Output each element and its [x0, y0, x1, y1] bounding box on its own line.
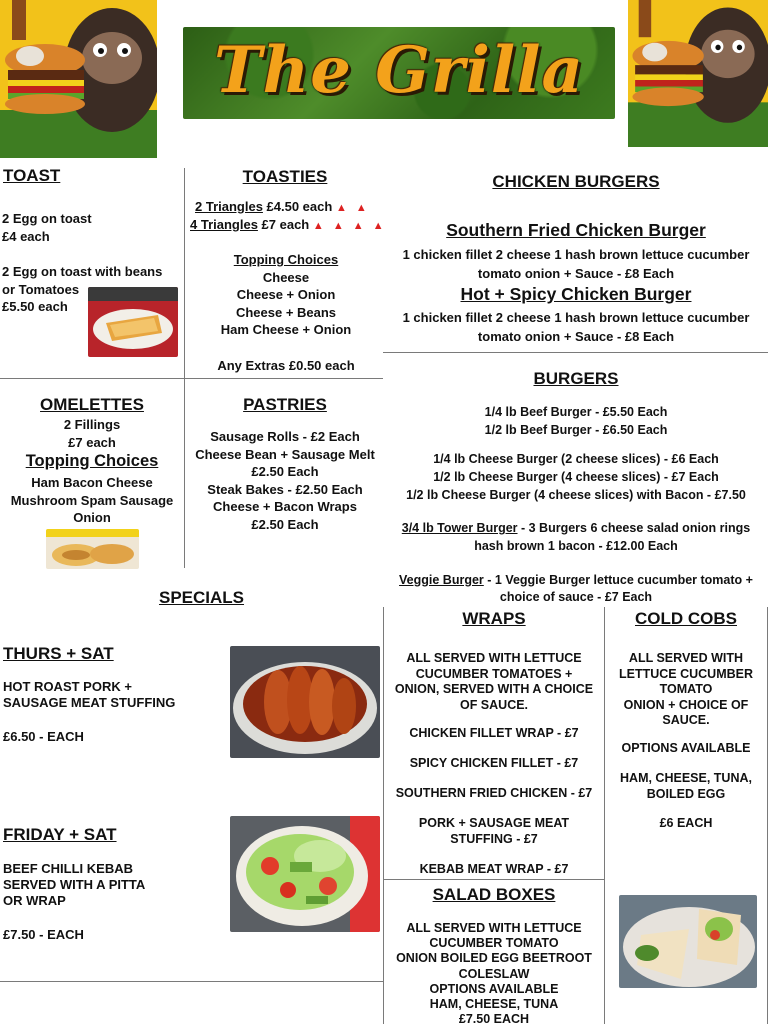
option-price: £7 each [257, 217, 310, 232]
veggie-burger [384, 572, 768, 606]
omelettes-heading: OMELETTES [40, 395, 144, 414]
toasties-row-2-triangles [195, 198, 370, 218]
tower-burger [384, 520, 768, 555]
topping-item: Cheese + Beans [235, 304, 337, 320]
menu-item-description [384, 308, 768, 346]
triangle-icon: ▲ ▲ [335, 202, 370, 214]
menu-item-name: Veggie Burger [399, 573, 484, 587]
menu-item: 1/4 lb Cheese Burger (2 cheese slices) - £6 Each [433, 452, 719, 466]
option-label: 2 Triangles [195, 199, 263, 214]
description-line: OF SAUCE. [459, 697, 529, 712]
topping-heading: Topping Choices [25, 452, 159, 470]
description-line: SERVED WITH A PITTA [3, 877, 146, 892]
menu-item-price: £2.50 Each [251, 516, 319, 532]
menu-item-name: 2 Fillings [63, 417, 121, 432]
cold-cobs-price: £6 EACH [659, 816, 713, 830]
description-line: CUCUMBER TOMATO [429, 936, 559, 951]
menu-item-price: £7 each [68, 434, 116, 450]
toast-item-1 [2, 210, 92, 245]
chicken-burgers-heading: CHICKEN BURGERS [492, 172, 660, 191]
option-price: £4.50 each [262, 199, 333, 214]
toasties-heading: TOASTIES [242, 167, 328, 186]
cold-cobs-options: OPTIONS AVAILABLE [621, 741, 751, 755]
topping-item: Ham Cheese + Onion [220, 322, 352, 337]
description-line: OPTIONS AVAILABLE [429, 981, 559, 996]
menu-item-description: choice of sauce - £7 Each [499, 590, 653, 604]
special-1-price: £6.50 - EACH [3, 729, 84, 744]
toast-photo [88, 287, 178, 357]
description-line: HAM, CHEESE, TUNA [429, 997, 559, 1012]
toasties-extras: Any Extras £0.50 each [217, 358, 355, 373]
menu-item: Cheese Bean + Sausage Melt [195, 446, 375, 462]
roast-pork-photo [230, 646, 380, 758]
mascot-right-image [628, 0, 768, 147]
option-label: 4 Triangles [190, 217, 258, 232]
special-2-description [3, 861, 145, 909]
wraps-heading: WRAPS [462, 609, 526, 628]
salad-boxes-heading: SALAD BOXES [432, 885, 556, 904]
menu-item-name: Southern Fried Chicken Burger [446, 220, 706, 240]
special-2-days: FRIDAY + SAT [3, 825, 117, 844]
wrap-photo [619, 895, 757, 988]
cold-cobs-intro [605, 651, 767, 729]
pastries-heading: PASTRIES [243, 395, 327, 414]
brand-banner [183, 27, 615, 119]
special-1-description [3, 679, 175, 711]
description-line: SAUSAGE MEAT STUFFING [3, 695, 176, 710]
menu-item: SPICY CHICKEN FILLET - £7 [409, 756, 579, 770]
menu-item: Sausage Rolls - £2 Each [210, 429, 360, 444]
divider [383, 352, 768, 353]
chilli-kebab-photo [230, 816, 380, 932]
menu-item: CHICKEN FILLET WRAP - £7 [409, 726, 579, 740]
description-line: ALL SERVED WITH LETTUCE [406, 921, 582, 935]
topping-item: Mushroom Spam Sausage [10, 492, 174, 508]
description-line: BOILED EGG [646, 786, 726, 801]
menu-item-description: - 3 Burgers 6 cheese salad onion rings [517, 521, 751, 535]
description-line: tomato onion + Sauce - £8 Each [477, 329, 675, 344]
burgers-heading: BURGERS [533, 369, 619, 388]
menu-item-name: 2 Egg on toast with beans [2, 264, 163, 279]
menu-item: SOUTHERN FRIED CHICKEN - £7 [395, 786, 593, 800]
toasties-row-4-triangles [190, 216, 387, 236]
description-line: HAM, CHEESE, TUNA, [620, 771, 752, 785]
brand-title: The Grilla [214, 33, 584, 108]
description-line: BEEF CHILLI KEBAB [3, 861, 133, 876]
description-line: ALL SERVED WITH [628, 651, 744, 665]
description-line: CUCUMBER TOMATOES + [415, 666, 573, 681]
description-line: TOMATO [659, 682, 713, 696]
cold-cobs-fillings [605, 771, 767, 802]
salad-boxes-details [384, 921, 604, 1027]
description-line: OR WRAP [3, 893, 66, 908]
description-line: ONION BOILED EGG BEETROOT [396, 951, 592, 966]
omelettes-toppings [0, 474, 184, 527]
menu-item: Cheese + Bacon Wraps [213, 499, 357, 514]
menu-item-description: hash brown 1 bacon - £12.00 Each [474, 538, 678, 553]
menu-item-price: £2.50 Each [251, 464, 319, 479]
menu-item: Steak Bakes - £2.50 Each [207, 481, 363, 497]
menu-item-name: or Tomatoes [2, 281, 80, 297]
description-line: HOT ROAST PORK + [3, 679, 132, 694]
special-2-price: £7.50 - EACH [3, 927, 84, 942]
cold-cobs-heading: COLD COBS [635, 609, 737, 628]
menu-item-name: 3/4 lb Tower Burger [401, 521, 518, 535]
description-line: 1 chicken fillet 2 cheese 1 hash brown lettuce cucumber [402, 247, 750, 262]
pastries-list [185, 428, 385, 533]
menu-item: 1/2 lb Cheese Burger (4 cheese slices) with Bacon - £7.50 [406, 488, 746, 502]
menu-item: KEBAB MEAT WRAP - £7 [419, 862, 569, 876]
menu-item-name: STUFFING - £7 [450, 831, 538, 846]
special-1-days: THURS + SAT [3, 644, 114, 663]
description-line: COLESLAW [458, 966, 530, 981]
description-line: LETTUCE CUCUMBER [618, 666, 754, 681]
menu-item: 1/2 lb Beef Burger - £6.50 Each [484, 422, 668, 437]
topping-item: Ham Bacon Cheese [31, 475, 153, 490]
menu-item-name: PORK + SAUSAGE MEAT [418, 816, 570, 830]
menu-item: 1/4 lb Beef Burger - £5.50 Each [484, 405, 668, 419]
topping-item: Onion [73, 510, 111, 525]
triangle-icon: ▲ ▲ ▲ ▲ [312, 220, 387, 232]
topping-item: Cheese + Onion [236, 287, 336, 302]
divider [0, 981, 383, 982]
menu-item-name: 2 Egg on toast [2, 211, 92, 226]
description-line: ONION + CHOICE OF [623, 697, 749, 712]
wraps-intro [384, 651, 604, 713]
topping-item: Cheese [262, 269, 310, 285]
menu-item-description [384, 245, 768, 283]
menu-item: 1/2 lb Cheese Burger (4 cheese slices) - £7 Each [433, 470, 719, 484]
menu-item-price: £5.50 each [2, 299, 68, 314]
beef-burgers [384, 404, 768, 439]
menu-item [384, 816, 604, 847]
mascot-left-image [0, 0, 157, 158]
topping-heading: Topping Choices [233, 252, 339, 267]
cheese-burgers [384, 450, 768, 504]
omelette-photo [46, 529, 139, 569]
menu-item-price: £4 each [2, 228, 50, 244]
divider [383, 879, 605, 880]
divider [0, 378, 383, 379]
menu-item-name: Hot + Spicy Chicken Burger [460, 284, 692, 304]
description-line: 1 chicken fillet 2 cheese 1 hash brown lettuce cucumber [402, 310, 750, 325]
menu-item-description: - 1 Veggie Burger lettuce cucumber tomato + [483, 573, 753, 587]
description-line: ONION, SERVED WITH A CHOICE [394, 682, 594, 696]
menu-item-price: £7.50 EACH [458, 1012, 530, 1027]
toasties-toppings [186, 251, 386, 339]
omelettes-details [0, 416, 184, 451]
description-line: SAUCE. [662, 713, 710, 727]
specials-heading: SPECIALS [158, 588, 245, 607]
toast-heading: TOAST [3, 166, 61, 185]
description-line: ALL SERVED WITH LETTUCE [406, 651, 582, 665]
description-line: tomato onion + Sauce - £8 Each [477, 266, 675, 281]
